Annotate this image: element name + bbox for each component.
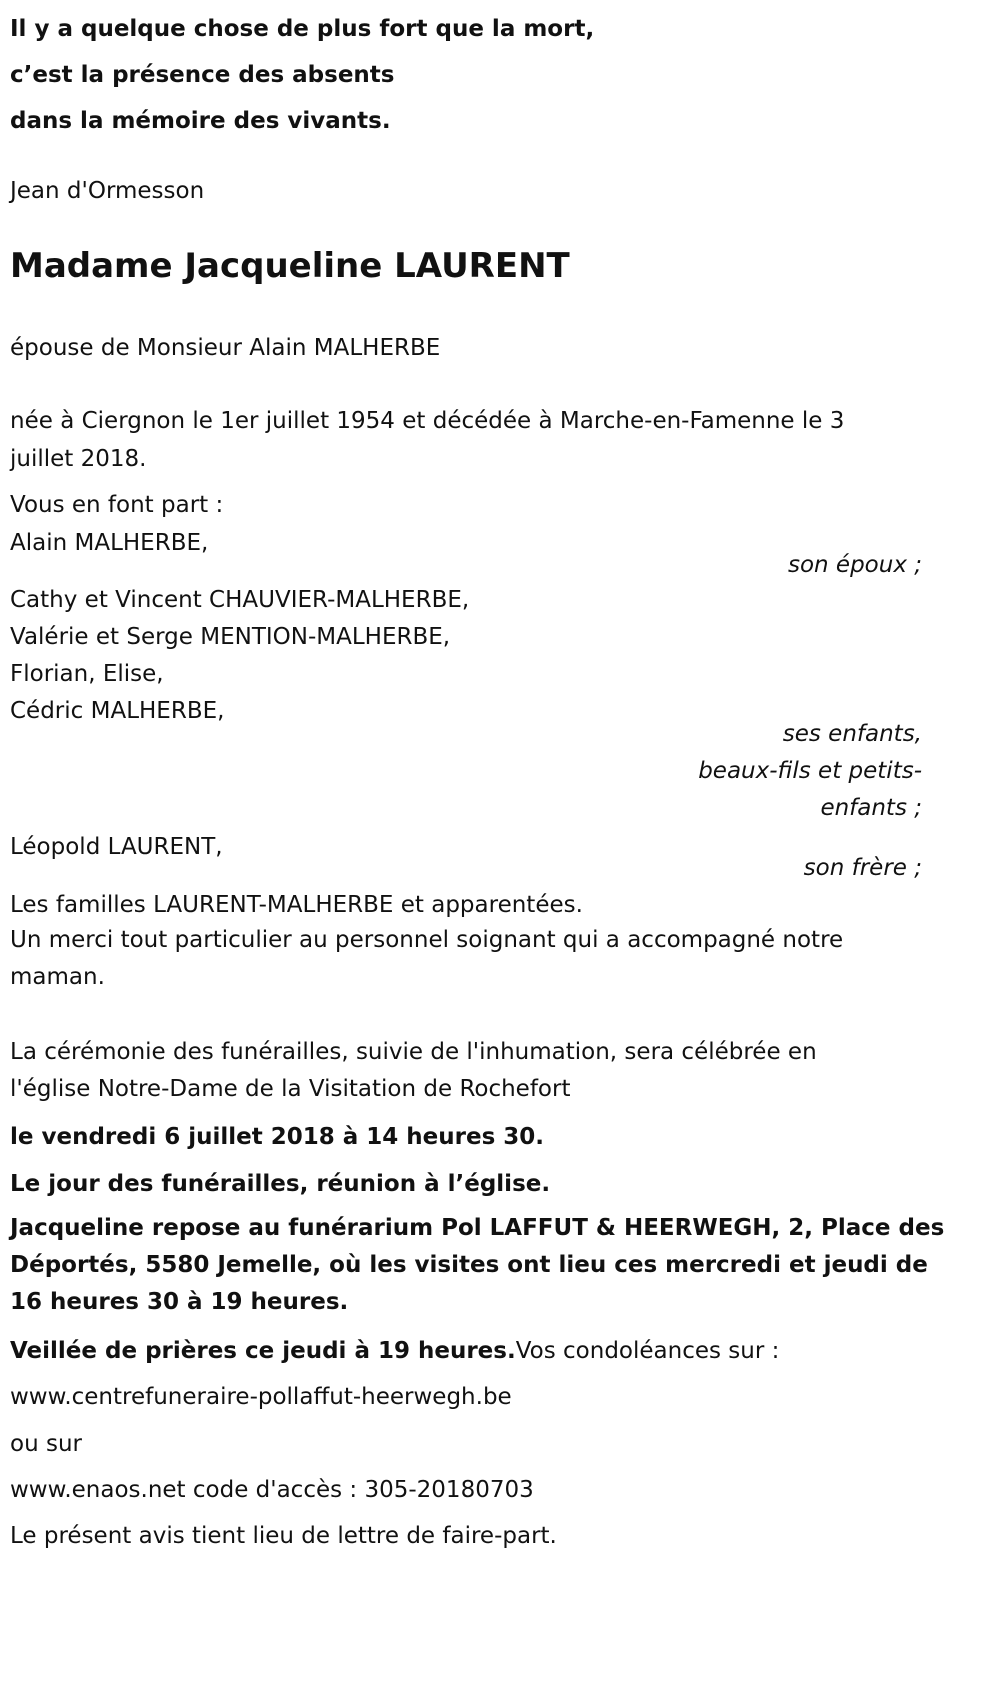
deceased-name: Madame Jacqueline LAURENT (10, 246, 570, 286)
thanks-line: Un merci tout particulier au personnel soignant qui a accompagné notre (10, 927, 844, 953)
relation-label (698, 716, 922, 827)
vigil-line: Veillée de prières ce jeudi à 19 heures. (10, 1338, 516, 1364)
quote-line: dans la mémoire des vivants. (10, 108, 391, 134)
family-member-name: Léopold LAURENT, (10, 834, 223, 860)
meeting-line: Le jour des funérailles, réunion à l’église. (10, 1171, 551, 1197)
family-member-name: Florian, Elise, (10, 661, 164, 687)
relation-label: son frère ; (803, 855, 922, 881)
funerarium-line: Déportés, 5580 Jemelle, où les visites ont lieu ces mercredi et jeudi de (10, 1252, 928, 1278)
relation-line: beaux-fils et petits- (698, 758, 922, 784)
funerarium-text (10, 1210, 944, 1321)
relation-label: son époux ; (787, 552, 922, 578)
family-member-name: Alain MALHERBE, (10, 530, 209, 556)
thanks-text (10, 922, 843, 996)
quote (10, 6, 594, 144)
family-member-name: Valérie et Serge MENTION-MALHERBE, (10, 624, 451, 650)
spouse-line: épouse de Monsieur Alain MALHERBE (10, 335, 441, 361)
closing-line: Le présent avis tient lieu de lettre de faire-part. (10, 1523, 557, 1549)
relation-line: enfants ; (820, 795, 922, 821)
birth-death-line: née à Ciergnon le 1er juillet 1954 et décédée à Marche-en-Famenne le 3 (10, 408, 845, 434)
announcement-intro: Vous en font part : (10, 492, 224, 518)
families-line: Les familles LAURENT-MALHERBE et apparentées. (10, 892, 583, 918)
or-text: ou sur (10, 1431, 82, 1457)
funerarium-line: 16 heures 30 à 19 heures. (10, 1289, 349, 1315)
condolences-website-link[interactable]: www.centrefuneraire-pollaffut-heerwegh.be (10, 1384, 512, 1410)
vigil-and-condolences (10, 1331, 779, 1371)
birth-death-info (10, 402, 844, 478)
enaos-link[interactable]: www.enaos.net code d'accès : 305-20180703 (10, 1477, 534, 1503)
ceremony-line: La cérémonie des funérailles, suivie de l'inhumation, sera célébrée en (10, 1039, 817, 1065)
quote-line: Il y a quelque chose de plus fort que la mort, (10, 16, 595, 42)
ceremony-line: l'église Notre-Dame de la Visitation de Rochefort (10, 1076, 571, 1102)
funerarium-line: Jacqueline repose au funérarium Pol LAFFUT & HEERWEGH, 2, Place des (10, 1215, 945, 1241)
children-names (10, 582, 469, 730)
condolences-intro: Vos condoléances sur : (515, 1338, 780, 1364)
thanks-line: maman. (10, 964, 105, 990)
family-member-name: Cédric MALHERBE, (10, 698, 225, 724)
quote-author: Jean d'Ormesson (10, 178, 205, 204)
family-member-name: Cathy et Vincent CHAUVIER-MALHERBE, (10, 587, 470, 613)
relation-line: ses enfants, (782, 721, 922, 747)
ceremony-date: le vendredi 6 juillet 2018 à 14 heures 30. (10, 1124, 545, 1150)
birth-death-line: juillet 2018. (10, 446, 147, 472)
ceremony-text (10, 1034, 817, 1108)
quote-line: c’est la présence des absents (10, 62, 395, 88)
